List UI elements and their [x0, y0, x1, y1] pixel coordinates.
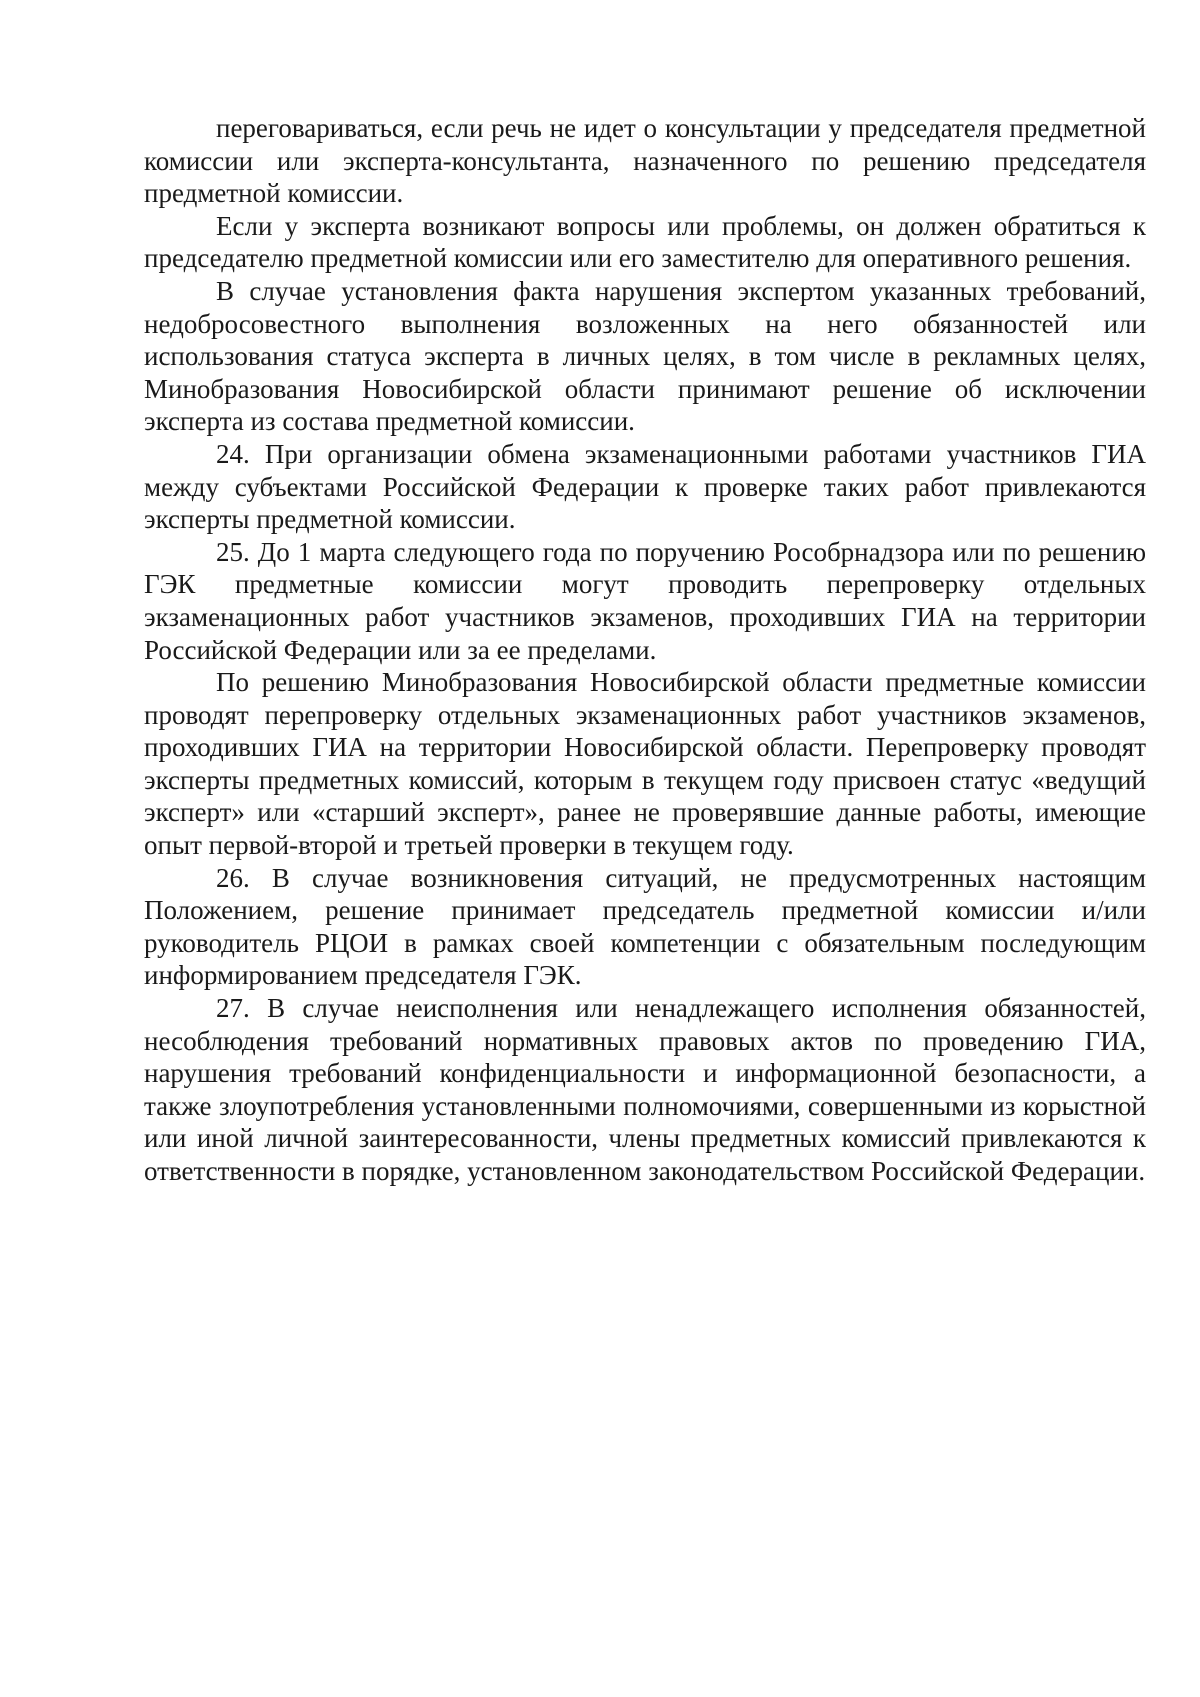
- paragraph-item-25: 25. До 1 марта следующего года по поручению Рособрнадзора или по решению ГЭК предметные комиссии могут проводить перепроверку отдельных экзаменационных работ участников экзаменов, проходивших ГИА на территории Российской Федерации или за ее пределами.: [144, 536, 1146, 665]
- paragraph-recheck: По решению Минобразования Новосибирской области предметные комиссии проводят перепроверку отдельных экзаменационных работ участников экзаменов, проходивших ГИА на территории Новосибирской области. Перепроверку проводят эксперты предметных комиссий, которым в текущем году присвоен статус «ведущий эксперт» или «старший эксперт», ранее не проверявшие данные работы, имеющие опыт первой-второй и третьей проверки в текущем году.: [144, 667, 1146, 861]
- paragraph-continued: переговариваться, если речь не идет о консультации у председателя предметной комиссии или эксперта-консультанта, назначенного по решению председателя предметной комиссии.: [144, 113, 1146, 209]
- document-body: [144, 112, 1146, 1188]
- paragraph-item-24: 24. При организации обмена экзаменационными работами участников ГИА между субъектами Российской Федерации к проверке таких работ привлекаются эксперты предметной комиссии.: [144, 438, 1146, 535]
- paragraph-expert-questions: Если у эксперта возникают вопросы или проблемы, он должен обратиться к председателю предметной комиссии или его заместителю для оперативного решения.: [144, 210, 1146, 274]
- paragraph-violation: В случае установления факта нарушения экспертом указанных требований, недобросовестного выполнения возложенных на него обязанностей или использования статуса эксперта в личных целях, в том числе в рекламных целях, Минобразования Новосибирской области принимают решение об исключении эксперта из состава предметной комиссии.: [144, 275, 1146, 437]
- paragraph-item-26: 26. В случае возникновения ситуаций, не предусмотренных настоящим Положением, решение принимает председатель предметной комиссии и/или руководитель РЦОИ в рамках своей компетенции с обязательным последующим информированием председателя ГЭК.: [144, 862, 1146, 991]
- paragraph-item-27: 27. В случае неисполнения или ненадлежащего исполнения обязанностей, несоблюдения требований нормативных правовых актов по проведению ГИА, нарушения требований конфиденциальности и информационной безопасности, а также злоупотребления установленными полномочиями, совершенными из корыстной или иной личной заинтересованности, члены предметных комиссий привлекаются к ответственности в порядке, установленном законодательством Российской Федерации.: [144, 993, 1146, 1186]
